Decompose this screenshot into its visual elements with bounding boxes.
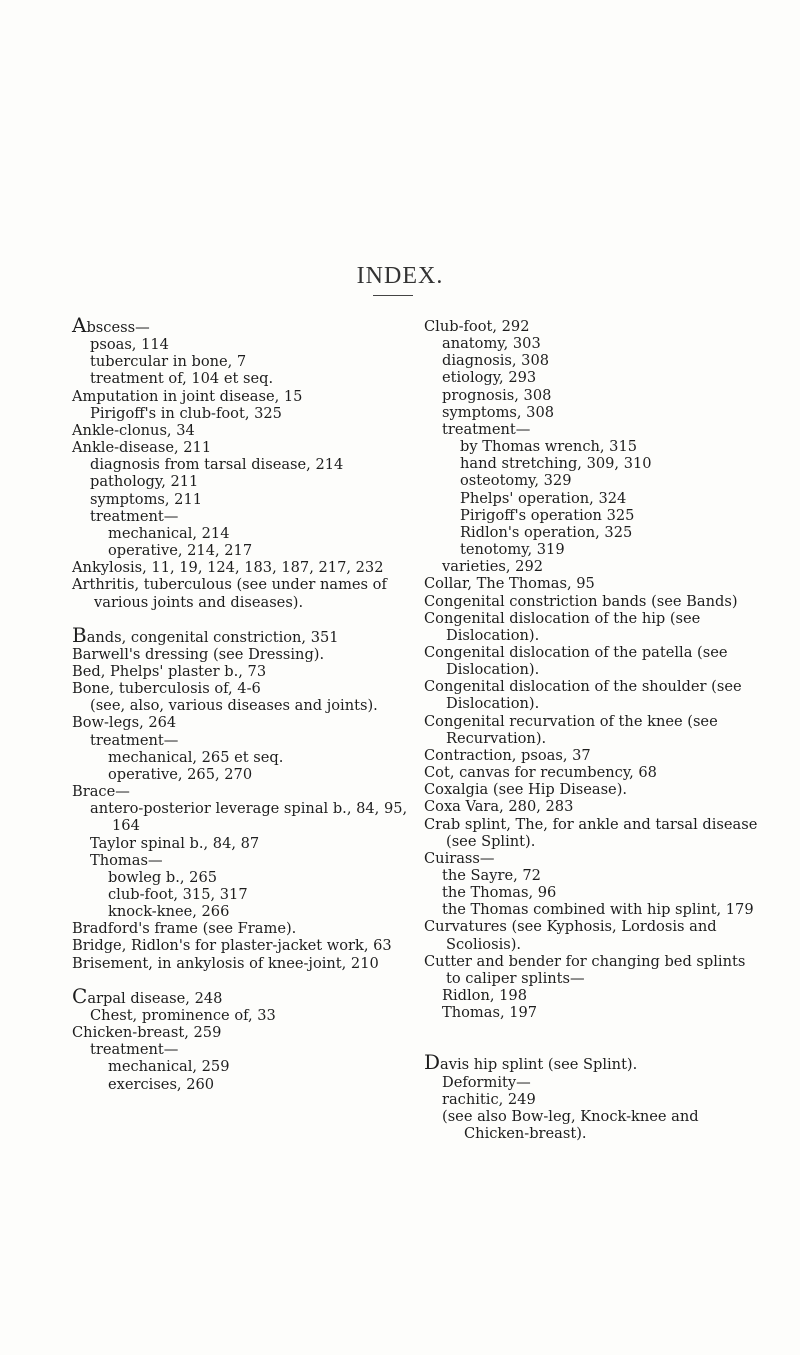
entry-text: Bed, Phelps' plaster b., 73 xyxy=(72,662,267,680)
entry-text: Collar, The Thomas, 95 xyxy=(424,575,595,593)
entry-text: exercises, 260 xyxy=(108,1075,215,1093)
index-entry xyxy=(72,622,412,647)
index-entry xyxy=(424,713,764,747)
index-entry xyxy=(424,1050,764,1075)
entry-text: Arthritis, tuberculous (see under names of various joints and diseases). xyxy=(72,576,387,611)
entry-text: mechanical, 265 et seq. xyxy=(108,748,284,766)
index-entry xyxy=(424,798,764,815)
entry-text: operative, 214, 217 xyxy=(108,542,253,560)
index-entry xyxy=(72,920,412,937)
entry-text: Chest, prominence of, 33 xyxy=(90,1006,276,1024)
entry-text: Bradford's frame (see Frame). xyxy=(72,920,297,938)
index-subentry xyxy=(424,352,764,369)
index-subentry xyxy=(424,438,764,455)
entry-text: Taylor spinal b., 84, 87 xyxy=(90,834,260,852)
entry-text: Congenital constriction bands (see Bands) xyxy=(424,592,738,610)
entry-text: Coxa Vara, 280, 283 xyxy=(424,798,574,816)
index-subentry xyxy=(424,867,764,884)
entry-text: Ankle-disease, 211 xyxy=(72,439,212,457)
entry-text: Amputation in joint disease, 15 xyxy=(72,387,303,405)
entry-text: prognosis, 308 xyxy=(442,386,552,404)
index-entry xyxy=(72,1024,412,1041)
entry-text: antero-posterior leverage spinal b., 84, 95, 164 xyxy=(90,800,408,835)
entry-text: Ridlon, 198 xyxy=(442,987,527,1005)
entry-text: Congenital recurvation of the knee (see Recurvation). xyxy=(424,712,718,747)
index-entry xyxy=(424,781,764,798)
index-entry xyxy=(424,593,764,610)
entry-text: Contraction, psoas, 37 xyxy=(424,746,591,764)
index-subentry xyxy=(72,886,412,903)
index-subentry xyxy=(424,884,764,901)
entry-text: Curvatures (see Kyphosis, Lordosis and Scoliosis). xyxy=(424,918,717,953)
page-title: INDEX. xyxy=(356,263,444,289)
entry-text: Thomas— xyxy=(90,851,163,869)
entry-text: symptoms, 308 xyxy=(442,403,555,421)
index-subentry xyxy=(424,387,764,404)
index-entry xyxy=(424,764,764,781)
entry-text: Bridge, Ridlon's for plaster-jacket work, 63 xyxy=(72,937,392,955)
index-subentry xyxy=(424,524,764,541)
entry-text: Club-foot, 292 xyxy=(424,318,530,335)
index-subentry xyxy=(72,336,412,353)
index-subentry xyxy=(424,901,764,918)
entry-text: club-foot, 315, 317 xyxy=(108,886,248,903)
index-entry xyxy=(72,983,412,1008)
index-subentry xyxy=(424,490,764,507)
index-entry xyxy=(72,680,412,697)
entry-text: ands, congenital constriction, 351 xyxy=(86,628,339,646)
index-entry xyxy=(72,313,412,337)
index-entry xyxy=(424,575,764,592)
section-initial: D xyxy=(424,1050,441,1075)
entry-text: tubercular in bone, 7 xyxy=(90,353,247,371)
entry-text: diagnosis, 308 xyxy=(442,352,550,370)
entry-text: treatment— xyxy=(90,507,179,525)
index-subentry xyxy=(72,732,412,749)
index-subentry xyxy=(72,405,412,422)
entry-text: knock-knee, 266 xyxy=(108,903,230,921)
index-subentry xyxy=(424,335,764,352)
left-column xyxy=(72,313,412,1093)
index-entry xyxy=(424,953,764,987)
section-gap xyxy=(72,611,412,628)
entry-text: by Thomas wrench, 315 xyxy=(460,438,638,456)
entry-text: Ridlon's operation, 325 xyxy=(460,523,633,541)
entry-text: Coxalgia (see Hip Disease). xyxy=(424,781,628,799)
entry-text: osteotomy, 329 xyxy=(460,472,572,490)
entry-text: Cot, canvas for recumbency, 68 xyxy=(424,764,657,782)
entry-text: the Sayre, 72 xyxy=(442,867,541,884)
index-subentry xyxy=(424,404,764,421)
index-subentry xyxy=(72,473,412,490)
index-subentry xyxy=(424,1091,764,1108)
entry-text: treatment— xyxy=(90,731,179,749)
entry-text: Crab splint, The, for ankle and tarsal disease (see Splint). xyxy=(424,815,758,850)
index-subentry xyxy=(72,835,412,852)
entry-text: treatment— xyxy=(442,420,531,438)
entry-text: Cutter and bender for changing bed splints to caliper splints— xyxy=(424,952,746,987)
index-subentry xyxy=(72,542,412,559)
index-subentry xyxy=(424,421,764,438)
index-entry xyxy=(72,439,412,456)
entry-text: Thomas, 197 xyxy=(442,1004,538,1022)
index-entry xyxy=(424,747,764,764)
entry-text: psoas, 114 xyxy=(90,336,169,354)
entry-text: Bone, tuberculosis of, 4-6 xyxy=(72,680,261,698)
entry-text: the Thomas, 96 xyxy=(442,884,557,902)
entry-text: Cuirass— xyxy=(424,849,495,867)
index-entry xyxy=(424,610,764,644)
index-subentry xyxy=(424,1004,764,1021)
index-subentry xyxy=(424,541,764,558)
index-entry xyxy=(424,918,764,952)
index-subentry xyxy=(72,800,412,834)
index-subentry xyxy=(72,1007,412,1024)
index-subentry xyxy=(72,1041,412,1058)
entry-text: symptoms, 211 xyxy=(90,490,203,508)
section-initial: A xyxy=(72,313,87,337)
index-subentry xyxy=(72,869,412,886)
entry-text: diagnosis from tarsal disease, 214 xyxy=(90,456,344,474)
entry-text: Ankylosis, 11, 19, 124, 183, 187, 217, 232 xyxy=(72,559,384,577)
entry-text: treatment— xyxy=(90,1041,179,1059)
title-rule xyxy=(373,295,413,296)
index-entry xyxy=(424,850,764,867)
entry-text: Pirigoff's operation 325 xyxy=(460,506,635,524)
entry-text: tenotomy, 319 xyxy=(460,541,565,559)
index-entry xyxy=(72,422,412,439)
index-subentry xyxy=(72,491,412,508)
index-subentry xyxy=(72,697,412,714)
index-entry xyxy=(424,318,764,335)
index-subentry xyxy=(72,525,412,542)
index-subentry xyxy=(424,369,764,386)
index-entry xyxy=(72,714,412,731)
entry-text: Brace— xyxy=(72,783,130,801)
index-subentry xyxy=(72,903,412,920)
section-gap xyxy=(424,1021,764,1055)
index-subentry xyxy=(424,507,764,524)
entry-text: Phelps' operation, 324 xyxy=(460,489,627,507)
index-entry xyxy=(72,559,412,576)
right-column xyxy=(424,318,764,1142)
entry-text: Brisement, in ankylosis of knee-joint, 210 xyxy=(72,954,379,972)
entry-text: operative, 265, 270 xyxy=(108,765,253,783)
entry-text: Chicken-breast, 259 xyxy=(72,1024,222,1042)
index-entry xyxy=(72,955,412,972)
index-subentry xyxy=(72,456,412,473)
index-subentry xyxy=(72,353,412,370)
index-subentry xyxy=(72,370,412,387)
index-subentry xyxy=(424,558,764,575)
entry-text: bscess— xyxy=(86,319,150,336)
index-subentry xyxy=(424,987,764,1004)
index-entry xyxy=(72,663,412,680)
entry-text: arpal disease, 248 xyxy=(87,989,223,1007)
entry-text: Congenital dislocation of the hip (see Dislocation). xyxy=(424,609,701,644)
entry-text: rachitic, 249 xyxy=(442,1090,536,1108)
index-entry xyxy=(424,678,764,712)
entry-text: anatomy, 303 xyxy=(442,335,541,353)
index-entry xyxy=(424,644,764,678)
entry-text: hand stretching, 309, 310 xyxy=(460,455,652,473)
index-subentry xyxy=(72,508,412,525)
section-initial: B xyxy=(72,622,87,647)
section-initial: C xyxy=(72,983,88,1008)
index-entry xyxy=(72,388,412,405)
index-subentry xyxy=(72,749,412,766)
entry-text: Barwell's dressing (see Dressing). xyxy=(72,645,325,663)
entry-text: the Thomas combined with hip splint, 179 xyxy=(442,901,754,919)
entry-text: Congenital dislocation of the shoulder (see Dislocation). xyxy=(424,678,742,713)
index-entry xyxy=(72,576,412,610)
entry-text: bowleg b., 265 xyxy=(108,868,218,886)
entry-text: avis hip splint (see Splint). xyxy=(440,1056,638,1074)
index-entry xyxy=(72,783,412,800)
index-subentry xyxy=(72,852,412,869)
index-subentry xyxy=(72,1058,412,1075)
entry-text: pathology, 211 xyxy=(90,473,199,491)
index-subentry xyxy=(72,1076,412,1093)
index-subentry xyxy=(424,1108,764,1142)
index-entry xyxy=(72,937,412,954)
entry-text: Congenital dislocation of the patella (see Dislocation). xyxy=(424,643,728,679)
entry-text: Deformity— xyxy=(442,1073,531,1091)
index-entry xyxy=(72,646,412,663)
index-subentry xyxy=(424,472,764,489)
index-subentry xyxy=(72,766,412,783)
entry-text: (see, also, various diseases and joints). xyxy=(90,697,378,715)
entry-text: Bow-legs, 264 xyxy=(72,714,177,732)
entry-text: etiology, 293 xyxy=(442,369,537,387)
index-subentry xyxy=(424,455,764,472)
section-gap xyxy=(72,972,412,989)
index-entry xyxy=(424,816,764,850)
entry-text: treatment of, 104 et seq. xyxy=(90,370,274,388)
entry-text: mechanical, 259 xyxy=(108,1058,230,1076)
entry-text: varieties, 292 xyxy=(442,558,544,576)
entry-text: Pirigoff's in club-foot, 325 xyxy=(90,404,282,422)
index-subentry xyxy=(424,1074,764,1091)
entry-text: Ankle-clonus, 34 xyxy=(72,421,195,439)
entry-text: (see also Bow-leg, Knock-knee and Chicken-breast). xyxy=(442,1107,699,1143)
entry-text: mechanical, 214 xyxy=(108,524,230,542)
